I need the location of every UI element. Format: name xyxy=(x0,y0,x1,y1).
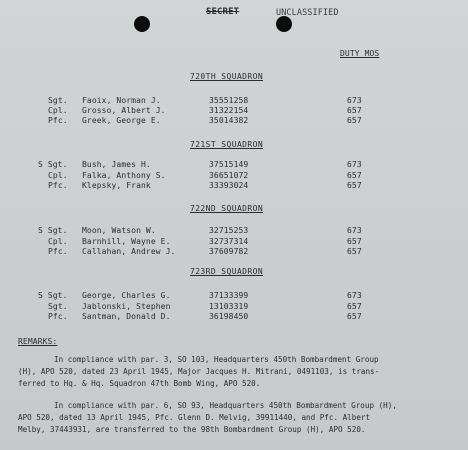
member-name: Klepsky, Frank xyxy=(82,181,151,190)
duty-mos: 657 xyxy=(347,171,362,180)
squadron-heading-721: 721ST SQUADRON xyxy=(190,140,264,149)
serial-number: 37515149 xyxy=(209,160,249,169)
serial-number: 37133399 xyxy=(209,291,249,300)
serial-number: 36198450 xyxy=(209,312,249,321)
rank: Pfc. xyxy=(48,116,68,125)
serial-number: 32715253 xyxy=(209,226,249,235)
member-name: Moon, Watson W. xyxy=(82,226,156,235)
rank: Sgt. xyxy=(48,302,68,311)
rank: Pfc. xyxy=(48,312,68,321)
rank: Cpl. xyxy=(48,106,68,115)
serial-number: 36651072 xyxy=(209,171,249,180)
duty-mos: 657 xyxy=(347,312,362,321)
remarks-paragraph-1-line-3: ferred to Hq. & Hq. Squadron 47th Bomb Wing, APO 520. xyxy=(18,379,261,388)
squadron-heading-723: 723RD SQUADRON xyxy=(190,267,264,276)
serial-number: 33393024 xyxy=(209,181,249,190)
member-name: George, Charles G. xyxy=(82,291,171,300)
squadron-heading-720: 720TH SQUADRON xyxy=(190,72,264,81)
duty-mos: 673 xyxy=(347,291,362,300)
member-name: Jablonski, Stephen xyxy=(82,302,171,311)
duty-mos: 657 xyxy=(347,116,362,125)
remarks-paragraph-2-line-2: APO 520, dated 13 April 1945, Pfc. Glenn D. Melvig, 39911440, and Pfc. Albert xyxy=(18,413,371,422)
serial-number: 13103319 xyxy=(209,302,249,311)
duty-mos: 657 xyxy=(347,106,362,115)
rank: Sgt. xyxy=(48,96,68,105)
rank: Cpl. xyxy=(48,171,68,180)
member-name: Greek, George E. xyxy=(82,116,161,125)
rank: S Sgt. xyxy=(38,160,68,169)
duty-mos: 657 xyxy=(347,237,362,246)
member-name: Grosso, Albert J. xyxy=(82,106,166,115)
classification-marking: UNCLASSIFIED xyxy=(276,8,339,18)
rank: Pfc. xyxy=(48,181,68,190)
rank: S Sgt. xyxy=(38,291,68,300)
duty-mos: 673 xyxy=(347,160,362,169)
member-name: Faoix, Norman J. xyxy=(82,96,161,105)
squadron-heading-722: 722ND SQUADRON xyxy=(190,204,264,213)
duty-mos: 673 xyxy=(347,226,362,235)
remarks-paragraph-1-line-2: (H), APO 520, dated 23 April 1945, Major Jacques H. Mitrani, 0491103, is trans- xyxy=(18,367,380,376)
rank: S Sgt. xyxy=(38,226,68,235)
remarks-paragraph-2-line-3: Melby, 37443931, are transferred to the 98th Bombardment Group (H), APO 520. xyxy=(18,425,366,434)
serial-number: 37609782 xyxy=(209,247,249,256)
duty-mos: 657 xyxy=(347,181,362,190)
duty-mos: 657 xyxy=(347,247,362,256)
member-name: Bush, James H. xyxy=(82,160,151,169)
rank: Cpl. xyxy=(48,237,68,246)
serial-number: 32737314 xyxy=(209,237,249,246)
punch-hole-right xyxy=(276,16,292,32)
rank: Pfc. xyxy=(48,247,68,256)
serial-number: 35551258 xyxy=(209,96,249,105)
member-name: Santman, Donald D. xyxy=(82,312,171,321)
remarks-heading: REMARKS: xyxy=(18,337,58,346)
serial-number: 31322154 xyxy=(209,106,249,115)
duty-mos: 657 xyxy=(347,302,362,311)
remarks-paragraph-2-line-1: In compliance with par. 6, SO 93, Headquarters 450th Bombardment Group (H), xyxy=(54,401,397,410)
classification-struck: SECRET xyxy=(206,7,240,17)
member-name: Callahan, Andrew J. xyxy=(82,247,176,256)
member-name: Barnhill, Wayne E. xyxy=(82,237,171,246)
punch-hole-left xyxy=(134,16,150,32)
duty-mos-heading: DUTY MOS xyxy=(340,49,380,58)
member-name: Falka, Anthony S. xyxy=(82,171,166,180)
serial-number: 35014382 xyxy=(209,116,249,125)
remarks-paragraph-1-line-1: In compliance with par. 3, SO 103, Headquarters 450th Bombardment Group xyxy=(54,355,379,364)
duty-mos: 673 xyxy=(347,96,362,105)
